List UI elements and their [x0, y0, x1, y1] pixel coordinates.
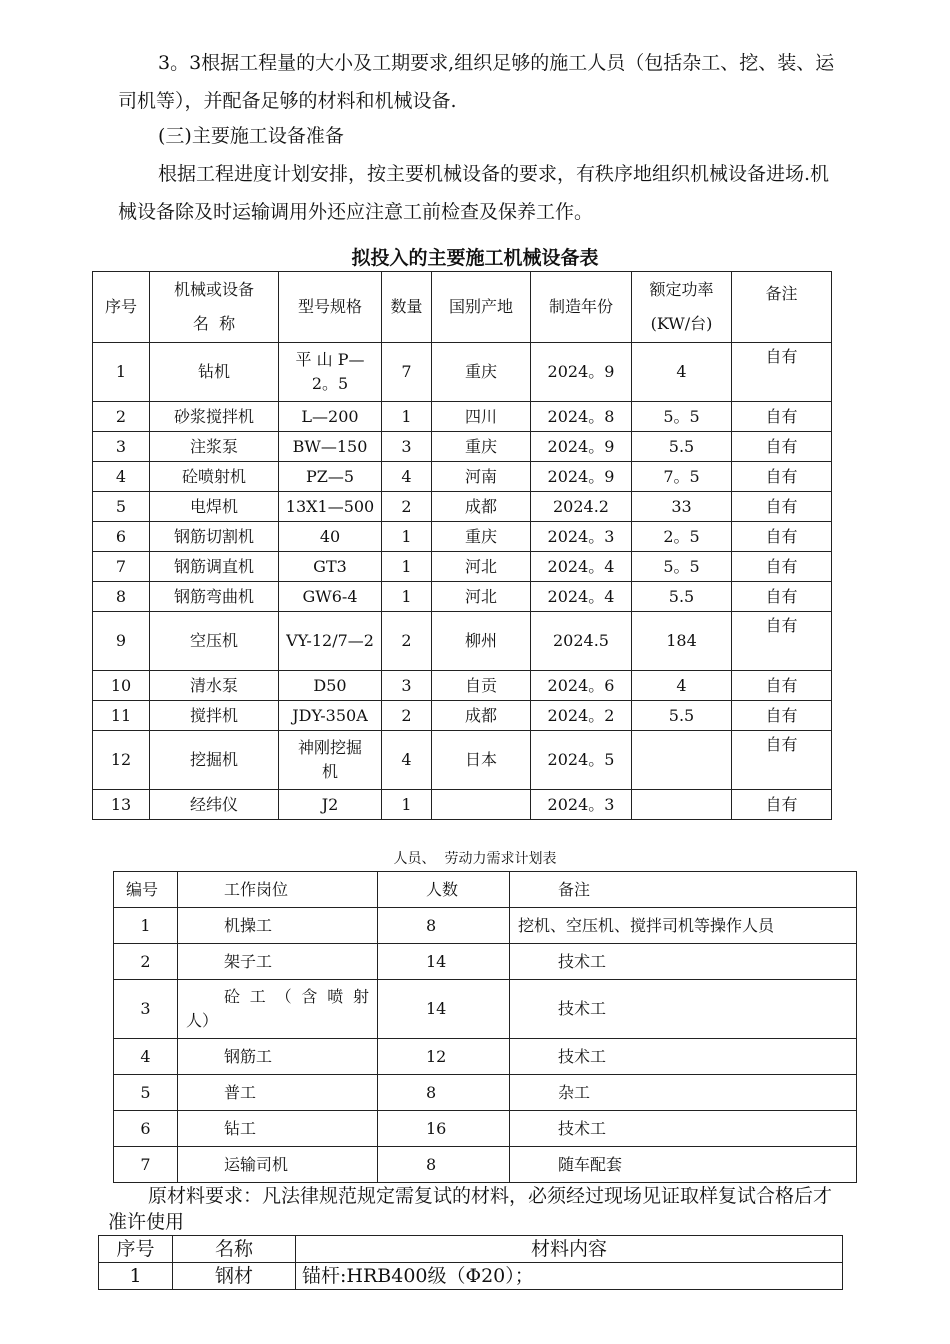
cell-no: 6 [93, 522, 150, 552]
header-note: 备注 [732, 272, 832, 343]
header-post: 工作岗位 [178, 872, 378, 908]
materials-table [98, 1235, 843, 1290]
cell-power: 5。5 [632, 552, 732, 582]
labor-header-row [114, 872, 857, 908]
cell-year: 2024。4 [531, 552, 632, 582]
cell-qty: 3 [382, 671, 432, 701]
cell-name: 钻机 [150, 343, 279, 402]
cell-post: 架子工 [178, 944, 378, 980]
cell-year: 2024。2 [531, 701, 632, 731]
header-model: 型号规格 [279, 272, 382, 343]
cell-note: 挖机、空压机、搅拌司机等操作人员 [510, 908, 857, 944]
cell-name: 清水泵 [150, 671, 279, 701]
header-power [632, 272, 732, 343]
cell-name: 电焊机 [150, 492, 279, 522]
cell-qty: 4 [382, 462, 432, 492]
cell-no: 5 [93, 492, 150, 522]
header-name-line2: 名 称 [192, 314, 236, 333]
table-row [93, 671, 832, 701]
cell-note: 技术工 [510, 980, 857, 1039]
materials-header-row [99, 1236, 843, 1263]
cell-count: 12 [378, 1039, 510, 1075]
header-origin: 国别产地 [432, 272, 531, 343]
cell-origin: 重庆 [432, 522, 531, 552]
cell-no: 7 [114, 1147, 178, 1183]
cell-origin: 重庆 [432, 343, 531, 402]
cell-power [632, 731, 732, 790]
cell-model: PZ—5 [279, 462, 382, 492]
cell-count: 8 [378, 908, 510, 944]
table-row [93, 582, 832, 612]
cell-note: 自有 [732, 790, 832, 820]
table-row [93, 552, 832, 582]
cell-post: 普工 [178, 1075, 378, 1111]
cell-count: 14 [378, 980, 510, 1039]
cell-note: 随车配套 [510, 1147, 857, 1183]
table-row [114, 1111, 857, 1147]
cell-origin: 成都 [432, 701, 531, 731]
table-row [114, 1075, 857, 1111]
cell-model: 神刚挖掘机 [279, 731, 382, 790]
table-row [114, 980, 857, 1039]
header-qty: 数量 [382, 272, 432, 343]
cell-no: 3 [93, 432, 150, 462]
cell-note: 技术工 [510, 1111, 857, 1147]
cell-power: 7。5 [632, 462, 732, 492]
table-row [93, 402, 832, 432]
cell-model: JDY-350A [279, 701, 382, 731]
materials-intro: 原材料要求：凡法律规范规定需复试的材料，必须经过现场见证取样复试合格后才准许使用 [108, 1185, 833, 1233]
cell-name: 挖掘机 [150, 731, 279, 790]
header-power-line1: 额定功率 [649, 280, 714, 299]
cell-qty: 4 [382, 731, 432, 790]
cell-power: 33 [632, 492, 732, 522]
cell-note: 自有 [732, 671, 832, 701]
cell-origin: 河北 [432, 582, 531, 612]
cell-year: 2024。3 [531, 522, 632, 552]
header-power-line2: (KW/台) [650, 314, 713, 333]
cell-model: 40 [279, 522, 382, 552]
cell-year: 2024。9 [531, 432, 632, 462]
cell-note: 自有 [732, 701, 832, 731]
cell-qty: 1 [382, 522, 432, 552]
table-row [114, 908, 857, 944]
cell-name: 空压机 [150, 612, 279, 671]
table-row [93, 612, 832, 671]
cell-model: BW—150 [279, 432, 382, 462]
cell-model: 平 山 P—2。5 [279, 343, 382, 402]
cell-origin: 成都 [432, 492, 531, 522]
cell-count: 14 [378, 944, 510, 980]
cell-origin: 四川 [432, 402, 531, 432]
cell-model: GW6-4 [279, 582, 382, 612]
table-row [93, 790, 832, 820]
cell-model: D50 [279, 671, 382, 701]
cell-count: 8 [378, 1075, 510, 1111]
cell-year: 2024。9 [531, 343, 632, 402]
cell-qty: 2 [382, 492, 432, 522]
cell-no: 11 [93, 701, 150, 731]
header-no: 序号 [93, 272, 150, 343]
cell-post: 钻工 [178, 1111, 378, 1147]
cell-name: 经纬仪 [150, 790, 279, 820]
cell-name: 砼喷射机 [150, 462, 279, 492]
intro-paragraph-2: 根据工程进度计划安排，按主要机械设备的要求，有秩序地组织机械设备进场.机械设备除及时运输调用外还应注意工前检查及保养工作。 [118, 163, 830, 223]
cell-name: 砂浆搅拌机 [150, 402, 279, 432]
cell-origin: 日本 [432, 731, 531, 790]
table-row [93, 343, 832, 402]
cell-power: 5.5 [632, 582, 732, 612]
cell-note: 自有 [732, 522, 832, 552]
cell-qty: 1 [382, 582, 432, 612]
cell-year: 2024。9 [531, 462, 632, 492]
table-row [93, 701, 832, 731]
cell-qty: 1 [382, 402, 432, 432]
cell-no: 8 [93, 582, 150, 612]
cell-qty: 2 [382, 701, 432, 731]
cell-year: 2024。3 [531, 790, 632, 820]
cell-note: 自有 [732, 432, 832, 462]
table-row [93, 522, 832, 552]
cell-year: 2024.2 [531, 492, 632, 522]
cell-year: 2024.5 [531, 612, 632, 671]
cell-no: 4 [93, 462, 150, 492]
header-year: 制造年份 [531, 272, 632, 343]
cell-no: 2 [114, 944, 178, 980]
cell-note: 自有 [732, 582, 832, 612]
cell-note: 自有 [732, 343, 832, 402]
cell-no: 12 [93, 731, 150, 790]
table-row [93, 462, 832, 492]
cell-name: 钢筋调直机 [150, 552, 279, 582]
cell-qty: 2 [382, 612, 432, 671]
cell-origin: 柳州 [432, 612, 531, 671]
cell-count: 16 [378, 1111, 510, 1147]
header-no: 序号 [99, 1236, 173, 1263]
table-row [93, 731, 832, 790]
cell-power: 5。5 [632, 402, 732, 432]
cell-name: 钢筋切割机 [150, 522, 279, 552]
cell-name: 钢材 [173, 1263, 296, 1290]
cell-post: 钢筋工 [178, 1039, 378, 1075]
cell-content: 锚杆:HRB400级（Φ20）； [296, 1263, 843, 1290]
table-row [114, 1039, 857, 1075]
cell-no: 3 [114, 980, 178, 1039]
cell-power: 5.5 [632, 701, 732, 731]
cell-qty: 1 [382, 552, 432, 582]
cell-origin: 河南 [432, 462, 531, 492]
cell-power [632, 790, 732, 820]
header-name [150, 272, 279, 343]
cell-year: 2024。5 [531, 731, 632, 790]
header-no: 编号 [114, 872, 178, 908]
cell-count: 8 [378, 1147, 510, 1183]
cell-model: 13X1—500 [279, 492, 382, 522]
cell-note: 自有 [732, 731, 832, 790]
cell-note: 技术工 [510, 1039, 857, 1075]
cell-model: GT3 [279, 552, 382, 582]
table-row [93, 492, 832, 522]
header-content: 材料内容 [296, 1236, 843, 1263]
labor-table [113, 871, 857, 1183]
header-note: 备注 [510, 872, 857, 908]
cell-power: 4 [632, 671, 732, 701]
cell-qty: 1 [382, 790, 432, 820]
cell-power: 5.5 [632, 432, 732, 462]
table-row [114, 1147, 857, 1183]
cell-model: VY-12/7—2 [279, 612, 382, 671]
cell-no: 7 [93, 552, 150, 582]
intro-paragraph-1: 3。3根据工程量的大小及工期要求,组织足够的施工人员（包括杂工、挖、装、运司机等），并配备足够的材料和机械设备. [118, 52, 835, 112]
cell-name: 钢筋弯曲机 [150, 582, 279, 612]
cell-no: 1 [114, 908, 178, 944]
cell-post: 砼 工 （ 含 喷 射 人） [178, 980, 378, 1039]
cell-year: 2024。8 [531, 402, 632, 432]
table-row [99, 1263, 843, 1290]
cell-origin: 自贡 [432, 671, 531, 701]
cell-qty: 3 [382, 432, 432, 462]
cell-power: 184 [632, 612, 732, 671]
cell-note: 杂工 [510, 1075, 857, 1111]
equipment-table-title: 拟投入的主要施工机械设备表 [351, 247, 599, 269]
cell-origin: 河北 [432, 552, 531, 582]
header-name: 名称 [173, 1236, 296, 1263]
cell-no: 9 [93, 612, 150, 671]
cell-no: 13 [93, 790, 150, 820]
cell-year: 2024。4 [531, 582, 632, 612]
table-row [114, 944, 857, 980]
cell-no: 4 [114, 1039, 178, 1075]
cell-no: 1 [99, 1263, 173, 1290]
equipment-header-row [93, 272, 832, 343]
section-heading-equipment: (三)主要施工设备准备 [158, 125, 344, 147]
equipment-table [92, 271, 832, 820]
cell-name: 搅拌机 [150, 701, 279, 731]
cell-name: 注浆泵 [150, 432, 279, 462]
cell-qty: 7 [382, 343, 432, 402]
cell-note: 自有 [732, 462, 832, 492]
cell-origin [432, 790, 531, 820]
cell-note: 自有 [732, 552, 832, 582]
cell-model: J2 [279, 790, 382, 820]
cell-note: 技术工 [510, 944, 857, 980]
cell-note: 自有 [732, 612, 832, 671]
cell-no: 2 [93, 402, 150, 432]
cell-no: 1 [93, 343, 150, 402]
cell-origin: 重庆 [432, 432, 531, 462]
cell-no: 10 [93, 671, 150, 701]
cell-year: 2024。6 [531, 671, 632, 701]
header-count: 人数 [378, 872, 510, 908]
cell-note: 自有 [732, 402, 832, 432]
cell-post: 机操工 [178, 908, 378, 944]
cell-post: 运输司机 [178, 1147, 378, 1183]
cell-model: L—200 [279, 402, 382, 432]
header-name-line1: 机械或设备 [173, 280, 254, 299]
cell-power: 2。5 [632, 522, 732, 552]
cell-no: 6 [114, 1111, 178, 1147]
cell-no: 5 [114, 1075, 178, 1111]
cell-note: 自有 [732, 492, 832, 522]
cell-power: 4 [632, 343, 732, 402]
table-row [93, 432, 832, 462]
labor-table-title: 人员、 劳动力需求计划表 [393, 851, 557, 867]
